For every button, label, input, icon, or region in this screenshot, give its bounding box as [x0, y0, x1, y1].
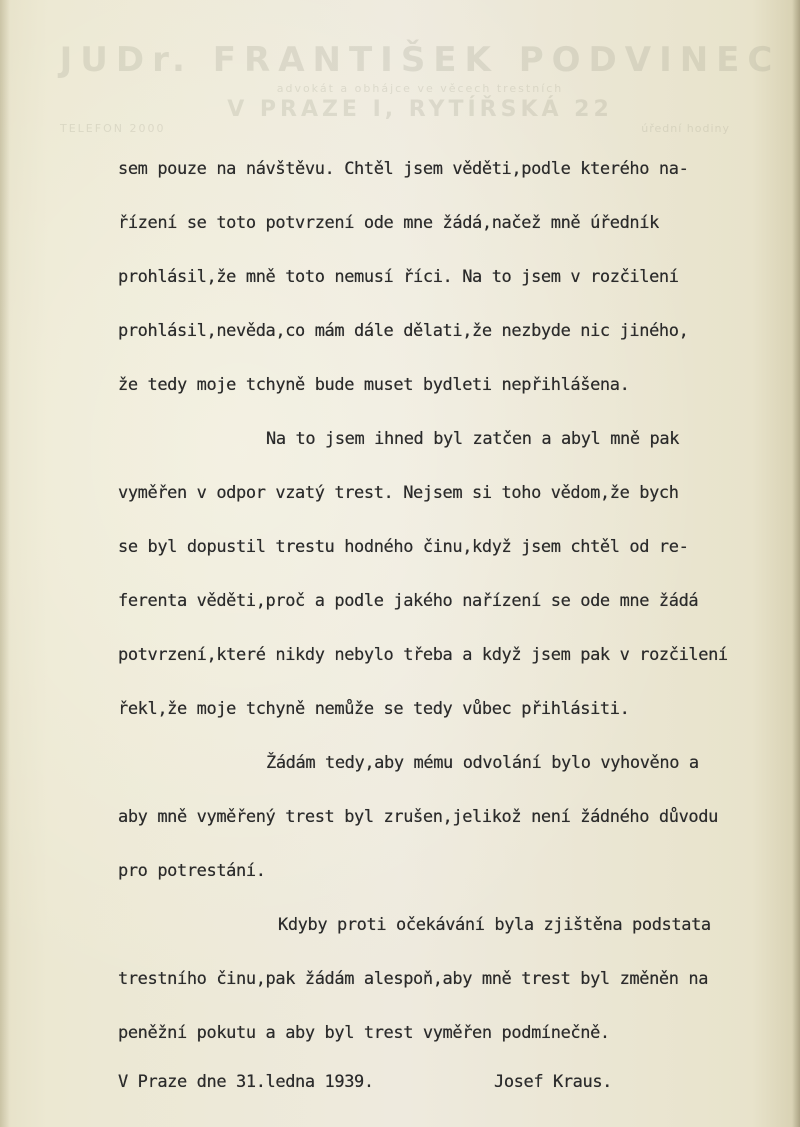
body-line: peněžní pokutu a aby byl trest vyměřen podmínečně. [118, 1023, 610, 1043]
place-date: V Praze dne 31.ledna 1939. [118, 1072, 374, 1092]
letterhead-subtitle: advokát a obhájce ve věcech trestních [276, 82, 564, 95]
letterhead-watermark [0, 40, 800, 135]
body-line: aby mně vyměřený trest byl zrušen,jelikož není žádného důvodu [118, 807, 718, 827]
body-line-indented: Žádám tedy,aby mému odvolání bylo vyhověno a [266, 753, 699, 773]
body-line: řekl,že moje tchyně nemůže se tedy vůbec přihlásiti. [118, 699, 630, 719]
letterhead-address: V PRAZE I, RYTÍŘSKÁ 22 [227, 97, 613, 122]
body-line: ferenta věděti,proč a podle jakého nařízení se ode mne žádá [118, 591, 699, 611]
signoff-row [118, 1070, 788, 1094]
body-line-indented: Na to jsem ihned byl zatčen a abyl mně pak [266, 429, 680, 449]
body-line: pro potrestání. [118, 861, 266, 881]
body-line: prohlásil,nevěda,co mám dále dělati,že nezbyde nic jiného, [118, 321, 689, 341]
body-line: že tedy moje tchyně bude muset bydleti nepřihlášena. [118, 375, 630, 395]
body-line: řízení se toto potvrzení ode mne žádá,načež mně úředník [118, 213, 659, 233]
letterhead-hours: úřední hodiny [641, 122, 730, 135]
body-line-indented: Kdyby proti očekávání byla zjištěna podstata [278, 915, 711, 935]
body-line: vyměřen v odpor vzatý trest. Nejsem si toho vědom,že bych [118, 483, 679, 503]
paper-left-edge [0, 0, 10, 1127]
letterhead-name: JUDr. FRANTIŠEK PODVINEC [59, 40, 781, 80]
body-line: trestního činu,pak žádám alespoň,aby mně trest byl změněn na [118, 969, 709, 989]
paper-right-edge [792, 0, 800, 1127]
typed-body [118, 157, 788, 1075]
body-line: se byl dopustil trestu hodného činu,když jsem chtěl od re- [118, 537, 689, 557]
signature-name: Josef Kraus. [494, 1072, 613, 1092]
body-line: potvrzení,které nikdy nebylo třeba a když jsem pak v rozčilení [118, 645, 728, 665]
letterhead-phone: TELEFON 2000 [60, 122, 166, 135]
body-line: prohlásil,že mně toto nemusí říci. Na to jsem v rozčilení [118, 267, 679, 287]
body-line: sem pouze na návštěvu. Chtěl jsem věděti,podle kterého na- [118, 159, 689, 179]
